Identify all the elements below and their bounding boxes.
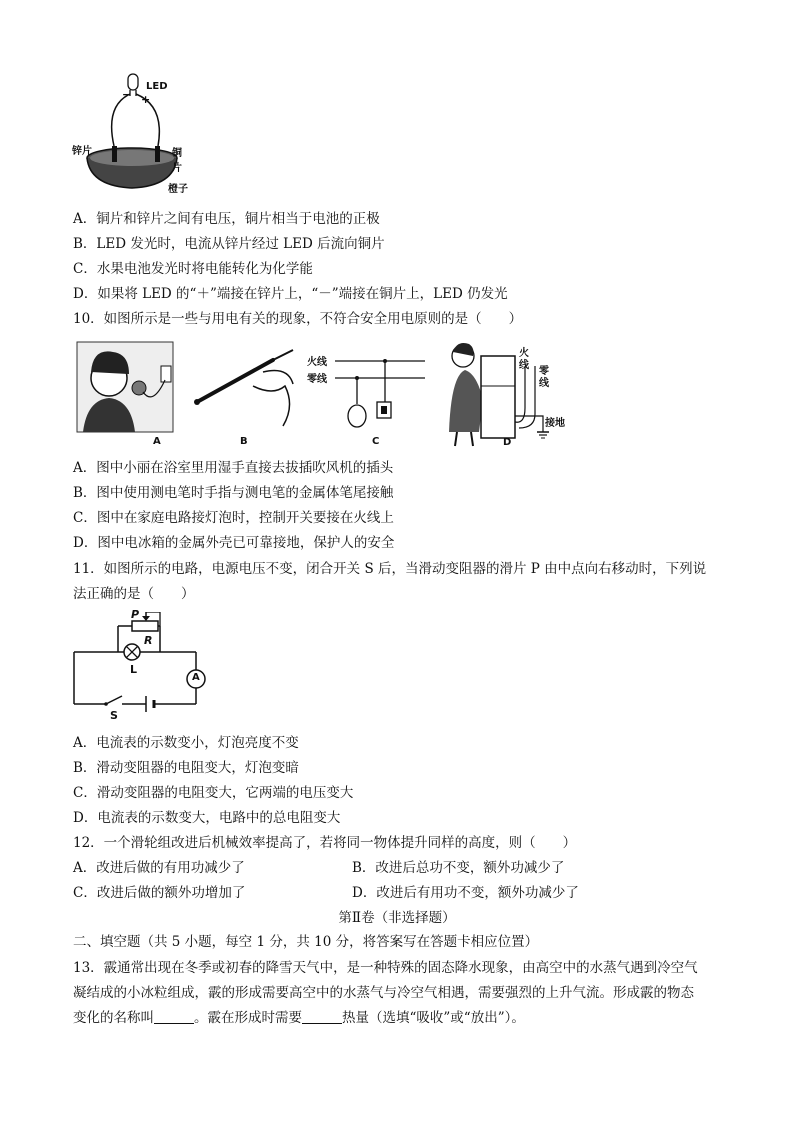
fig10-neutral-label: 零线 bbox=[307, 374, 327, 385]
q13-line1: 13．霰通常出现在冬季或初春的降雪天气中，是一种特殊的固态降水现象，由高空中的水蒸气遇到冷空气 bbox=[73, 960, 698, 976]
led-plus-label: + bbox=[141, 93, 151, 106]
q13-text-a: 变化的名称叫 bbox=[73, 1010, 154, 1026]
q12-stem: 12．一个滑轮组改进后机械效率提高了，若将同一物体提升同样的高度，则（ ） bbox=[73, 835, 577, 851]
fig10-label-b: B bbox=[240, 436, 248, 447]
fig10-ground-label: 接地 bbox=[545, 418, 565, 429]
fig10-label-c: C bbox=[372, 436, 380, 447]
q9-option-a: A．铜片和锌片之间有电压，铜片相当于电池的正极 bbox=[73, 211, 380, 227]
led-minus-label: − bbox=[122, 88, 132, 101]
q11-option-b: B．滑动变阻器的电阻变大，灯泡变暗 bbox=[73, 760, 299, 776]
q10-option-a: A．图中小丽在浴室里用湿手直接去拔插吹风机的插头 bbox=[73, 460, 394, 476]
plate-label: 橙子 bbox=[168, 184, 188, 195]
q12-option-b: B．改进后总功不变，额外功减少了 bbox=[352, 860, 565, 876]
q11-option-d: D．电流表的示数变大，电路中的总电阻变大 bbox=[73, 810, 341, 826]
q12-option-a: A．改进后做的有用功减少了 bbox=[73, 860, 245, 876]
fig10-live-vertical-label: 火线 bbox=[519, 348, 529, 371]
q11-option-c: C．滑动变阻器的电阻变大，它两端的电压变大 bbox=[73, 785, 354, 801]
q10-option-d: D．图中电冰箱的金属外壳已可靠接地，保护人的安全 bbox=[73, 535, 395, 551]
q13-line3 bbox=[73, 1008, 525, 1028]
circuit-p-label: P bbox=[131, 608, 140, 621]
circuit-figure bbox=[70, 608, 210, 724]
fruit-battery-figure bbox=[70, 66, 190, 196]
led-label: LED bbox=[146, 81, 168, 92]
circuit-l-label: L bbox=[130, 663, 138, 676]
fig10-neutral-vertical-label: 零线 bbox=[539, 366, 549, 389]
q9-option-c: C．水果电池发光时将电能转化为化学能 bbox=[73, 261, 313, 277]
fig10-label-a: A bbox=[153, 436, 161, 447]
q11-stem-line1: 11．如图所示的电路，电源电压不变，闭合开关 S 后，当滑动变阻器的滑片 P 由中点向右移动时，下列说 bbox=[73, 561, 707, 577]
q10-stem: 10．如图所示是一些与用电有关的现象，不符合安全用电原则的是（ ） bbox=[73, 311, 523, 327]
q13-text-b: 。霰在形成时需要 bbox=[194, 1010, 302, 1026]
circuit-s-label: S bbox=[110, 709, 118, 722]
fig10-label-d: D bbox=[503, 437, 512, 448]
ammeter-label: A bbox=[192, 672, 200, 683]
fig10-live-label: 火线 bbox=[307, 357, 327, 368]
zinc-label: 锌片 bbox=[72, 146, 92, 157]
q9-option-b: B．LED 发光时，电流从锌片经过 LED 后流向铜片 bbox=[73, 236, 385, 252]
copper-label: 铜片 bbox=[172, 148, 182, 174]
q10-option-b: B．图中使用测电笔时手指与测电笔的金属体笔尾接触 bbox=[73, 485, 394, 501]
q13-blank-2[interactable] bbox=[302, 1009, 342, 1024]
q9-option-d: D．如果将 LED 的“＋”端接在锌片上，“－”端接在铜片上，LED 仍发光 bbox=[73, 286, 508, 302]
q13-text-c: 热量（选填“吸收”或“放出”）。 bbox=[342, 1010, 525, 1026]
q13-blank-1[interactable] bbox=[154, 1009, 194, 1024]
q11-stem-line2: 法正确的是（ ） bbox=[73, 586, 195, 602]
circuit-r-label: R bbox=[144, 634, 153, 647]
q10-option-c: C．图中在家庭电路接灯泡时，控制开关要接在火线上 bbox=[73, 510, 394, 526]
q12-option-d: D．改进后有用功不变，额外功减少了 bbox=[352, 885, 579, 901]
part-two-heading: 第Ⅱ卷（非选择题） bbox=[338, 910, 456, 926]
q11-option-a: A．电流表的示数变小，灯泡亮度不变 bbox=[73, 735, 299, 751]
safety-figure bbox=[73, 336, 573, 454]
q13-line2: 凝结成的小冰粒组成，霰的形成需要高空中的水蒸气与冷空气相遇，需要强烈的上升气流。形成霰的物态 bbox=[73, 985, 694, 1001]
section-two-heading: 二、填空题（共 5 小题，每空 1 分，共 10 分，将答案写在答题卡相应位置） bbox=[73, 934, 539, 950]
q12-option-c: C．改进后做的额外功增加了 bbox=[73, 885, 246, 901]
